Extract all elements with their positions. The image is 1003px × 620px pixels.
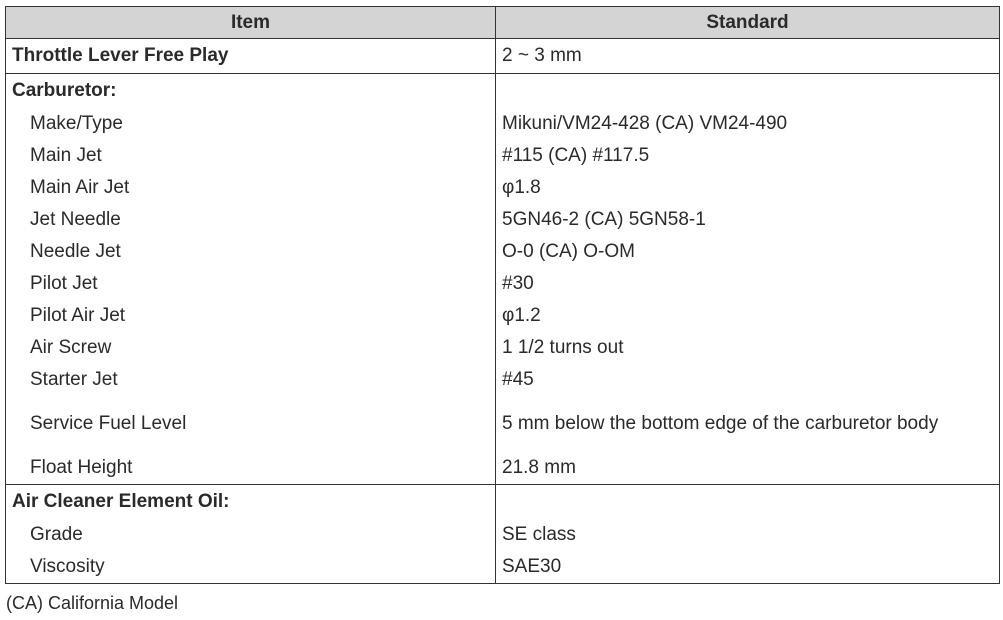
standard-cell: O-0 (CA) O-OM — [496, 236, 1000, 268]
standard-cell: #115 (CA) #117.5 — [496, 140, 1000, 172]
item-cell: Starter Jet — [6, 364, 496, 396]
standard-cell: 5GN46-2 (CA) 5GN58-1 — [496, 204, 1000, 236]
specifications-table — [5, 6, 1000, 584]
item-cell: Float Height — [6, 452, 496, 485]
header-item: Item — [6, 7, 496, 39]
table-body — [6, 39, 1000, 584]
standard-cell: SAE30 — [496, 551, 1000, 584]
table-row — [6, 140, 1000, 172]
item-cell: Main Air Jet — [6, 172, 496, 204]
table-row — [6, 39, 1000, 74]
standard-cell: 21.8 mm — [496, 452, 1000, 485]
item-cell: Air Screw — [6, 332, 496, 364]
table-row — [6, 74, 1000, 109]
standard-cell: 5 mm below the bottom edge of the carburetor body — [496, 396, 1000, 452]
table-row — [6, 396, 1000, 452]
table-header-row — [6, 7, 1000, 39]
table-row — [6, 485, 1000, 520]
item-cell: Pilot Air Jet — [6, 300, 496, 332]
item-cell: Jet Needle — [6, 204, 496, 236]
item-cell: Grade — [6, 519, 496, 551]
item-cell: Make/Type — [6, 108, 496, 140]
standard-cell: 1 1/2 turns out — [496, 332, 1000, 364]
standard-cell: SE class — [496, 519, 1000, 551]
item-cell: Main Jet — [6, 140, 496, 172]
standard-cell: 2 ~ 3 mm — [496, 39, 1000, 74]
standard-cell: #45 — [496, 364, 1000, 396]
table-row — [6, 364, 1000, 396]
item-cell: Needle Jet — [6, 236, 496, 268]
item-cell: Pilot Jet — [6, 268, 496, 300]
table-row — [6, 332, 1000, 364]
standard-cell: φ1.8 — [496, 172, 1000, 204]
standard-cell: Mikuni/VM24-428 (CA) VM24-490 — [496, 108, 1000, 140]
standard-cell — [496, 485, 1000, 520]
item-cell: Viscosity — [6, 551, 496, 584]
table-row — [6, 452, 1000, 485]
section-heading-cell: Carburetor: — [6, 74, 496, 109]
table-row — [6, 204, 1000, 236]
footnote: (CA) California Model — [6, 593, 179, 613]
table-row — [6, 268, 1000, 300]
standard-cell: #30 — [496, 268, 1000, 300]
table-row — [6, 519, 1000, 551]
table-row — [6, 108, 1000, 140]
standard-cell — [496, 74, 1000, 109]
section-heading-cell: Air Cleaner Element Oil: — [6, 485, 496, 520]
table-row — [6, 300, 1000, 332]
table-row — [6, 551, 1000, 584]
table-row — [6, 172, 1000, 204]
item-cell: Service Fuel Level — [6, 396, 496, 452]
header-standard: Standard — [496, 7, 1000, 39]
table-row — [6, 236, 1000, 268]
standard-cell: φ1.2 — [496, 300, 1000, 332]
item-cell: Throttle Lever Free Play — [6, 39, 496, 74]
